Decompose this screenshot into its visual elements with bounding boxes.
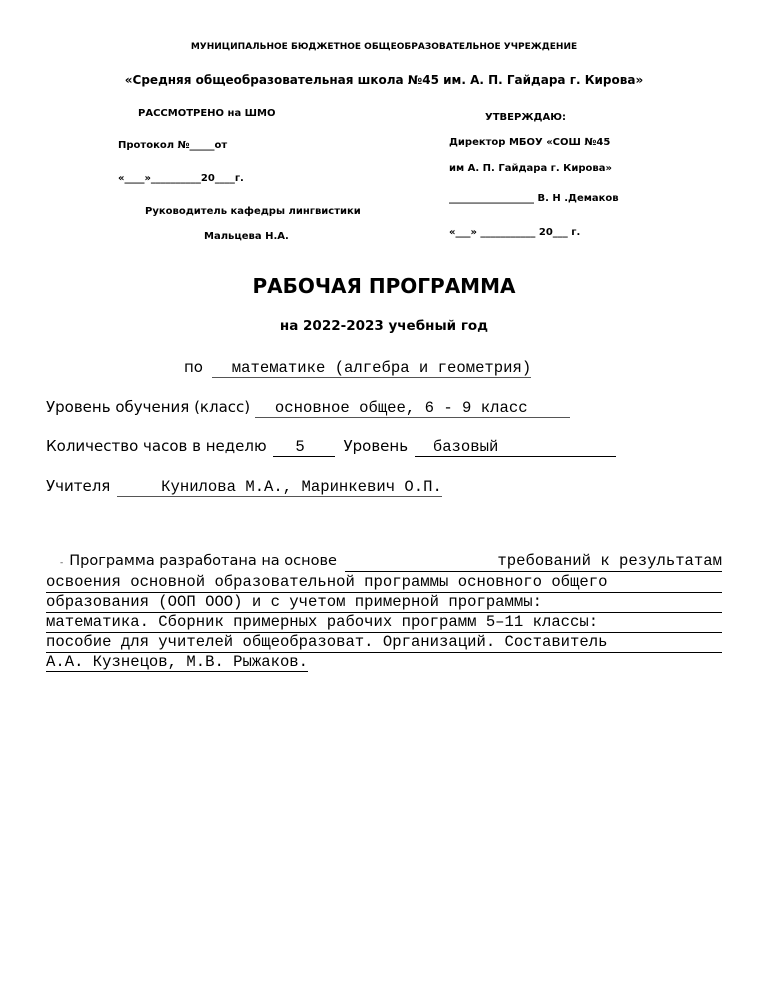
school-year: на 2022-2023 учебный год [279, 318, 489, 334]
director-line-2: им А. П. Гайдара г. Кирова» [449, 163, 612, 174]
subject-prefix: по [184, 358, 203, 376]
basis-lead [46, 552, 337, 573]
teacher-value: Кунилова М.А., Маринкевич О.П. [117, 478, 442, 497]
hours-value: 5 [273, 438, 334, 457]
basis-paragraph [46, 552, 722, 672]
document-title: РАБОЧАЯ ПРОГРАММА [252, 274, 516, 298]
teacher-label: Учителя [46, 477, 111, 495]
head-name: Мальцева Н.А. [204, 231, 289, 242]
basis-line-1 [46, 552, 722, 573]
subject-row [184, 358, 531, 378]
level-class-row [46, 398, 570, 418]
hours-row [46, 437, 616, 457]
reviewed-label: РАССМОТРЕНО на ШМО [138, 108, 276, 119]
level-class-label: Уровень обучения (класс) [46, 398, 251, 416]
basis-line-5: пособие для учителей общеобразоват. Организаций. Составитель [46, 633, 722, 653]
basis-line-4: математика. Сборник примерных рабочих программ 5–11 классы: [46, 613, 722, 633]
level-value: базовый [415, 438, 617, 457]
protocol-line: Протокол №_____от [118, 140, 228, 151]
institution-name: МУНИЦИПАЛЬНОЕ БЮДЖЕТНОЕ ОБЩЕОБРАЗОВАТЕЛЬНОЕ УЧРЕЖДЕНИЕ [190, 42, 578, 52]
level-class-value: основное общее, 6 - 9 класс [255, 399, 570, 418]
bullet-dash: - [60, 558, 64, 568]
basis-line-1-text: требований к результатам [345, 552, 722, 572]
head-of-department: Руководитель кафедры лингвистики [145, 206, 361, 217]
director-signature: _________________ В. Н .Демаков [449, 193, 619, 204]
basis-line-3: образования (ООП ООО) и с учетом примерной программы: [46, 593, 722, 613]
hours-label: Количество часов в неделю [46, 437, 267, 455]
school-name: «Средняя общеобразовательная школа №45 им. А. П. Гайдара г. Кирова» [124, 73, 644, 87]
teacher-row [46, 477, 442, 497]
approve-label: УТВЕРЖДАЮ: [485, 112, 566, 123]
basis-lead-text: Программа разработана на основе [69, 553, 337, 569]
basis-line-6: А.А. Кузнецов, М.В. Рыжаков. [46, 653, 309, 671]
subject-value: математике (алгебра и геометрия) [212, 359, 531, 378]
right-date-line: «___» ___________ 20___ г. [449, 227, 581, 238]
level-label: Уровень [343, 437, 409, 455]
left-date-line: «____»__________20____г. [118, 173, 244, 184]
basis-line-2: освоения основной образовательной программы основного общего [46, 573, 722, 593]
director-line-1: Директор МБОУ «СОШ №45 [449, 137, 611, 148]
